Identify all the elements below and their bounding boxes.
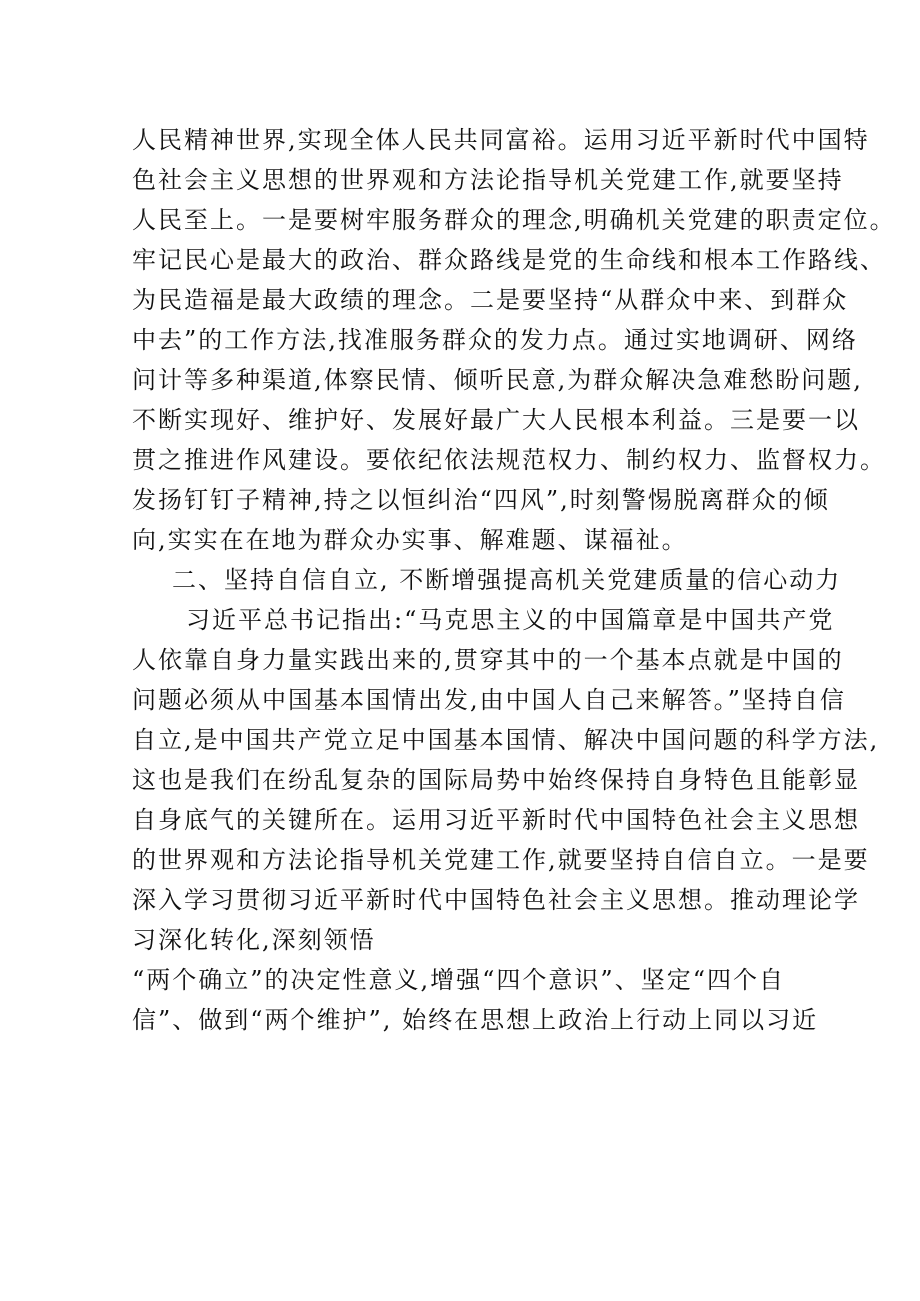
text-line: 问题必须从中国基本国情出发,由中国人自己来解答。”坚持自信 (132, 686, 846, 714)
text-line: 习近平总书记指出:“马克思主义的中国篇章是中国共产党 (186, 606, 835, 634)
text-line: 人民至上。一是要树牢服务群众的理念,明确机关党建的职责定位。 (132, 206, 896, 234)
text-line: 中去”的工作方法,找准服务群众的发力点。通过实地调研、网络 (132, 326, 858, 354)
text-line: 问计等多种渠道,体察民情、倾听民意,为群众解决急难愁盼问题, (132, 366, 863, 394)
text-line: 这也是我们在纷乱复杂的国际局势中始终保持自身特色且能彰显 (132, 766, 860, 794)
text-line: 不断实现好、维护好、发展好最广大人民根本利益。三是要一以 (132, 406, 860, 434)
text-line: 人民精神世界,实现全体人民共同富裕。运用习近平新时代中国特 (132, 126, 870, 154)
text-line: 贯之推进作风建设。要依纪依法规范权力、制约权力、监督权力。 (132, 446, 886, 474)
text-line: 习深化转化,深刻领悟 (132, 926, 376, 954)
text-line: 向,实实在在地为群众办实事、解难题、谋福祉。 (132, 526, 688, 554)
text-line: 为民造福是最大政绩的理念。二是要坚持“从群众中来、到群众 (132, 286, 849, 314)
document-body (132, 120, 896, 1040)
text-line: 信”、做到“两个维护”, 始终在思想上政治上行动上同以习近 (132, 1006, 819, 1034)
text-line: 深入学习贯彻习近平新时代中国特色社会主义思想。推动理论学 (132, 886, 860, 914)
text-line: 的世界观和方法论指导机关党建工作,就要坚持自信自立。一是要 (132, 846, 870, 874)
text-line: 人依靠自身力量实践出来的,贯穿其中的一个基本点就是中国的 (132, 646, 844, 674)
text-line: 色社会主义思想的世界观和方法论指导机关党建工作,就要坚持 (132, 166, 844, 194)
text-line: 牢记民心是最大的政治、群众路线是党的生命线和根本工作路线、 (132, 246, 886, 274)
text-line: 发扬钉钉子精神,持之以恒纠治“四风”,时刻警惕脱离群众的倾 (132, 486, 830, 514)
section-heading: 二、坚持自信自立, 不断增强提高机关党建质量的信心动力 (172, 566, 842, 594)
text-line: 自身底气的关键所在。运用习近平新时代中国特色社会主义思想 (132, 806, 860, 834)
text-line: 自立,是中国共产党立足中国基本国情、解决中国问题的科学方法, (132, 726, 880, 754)
text-line: “两个确立”的决定性意义,增强“四个意识”、坚定“四个自 (132, 966, 785, 994)
